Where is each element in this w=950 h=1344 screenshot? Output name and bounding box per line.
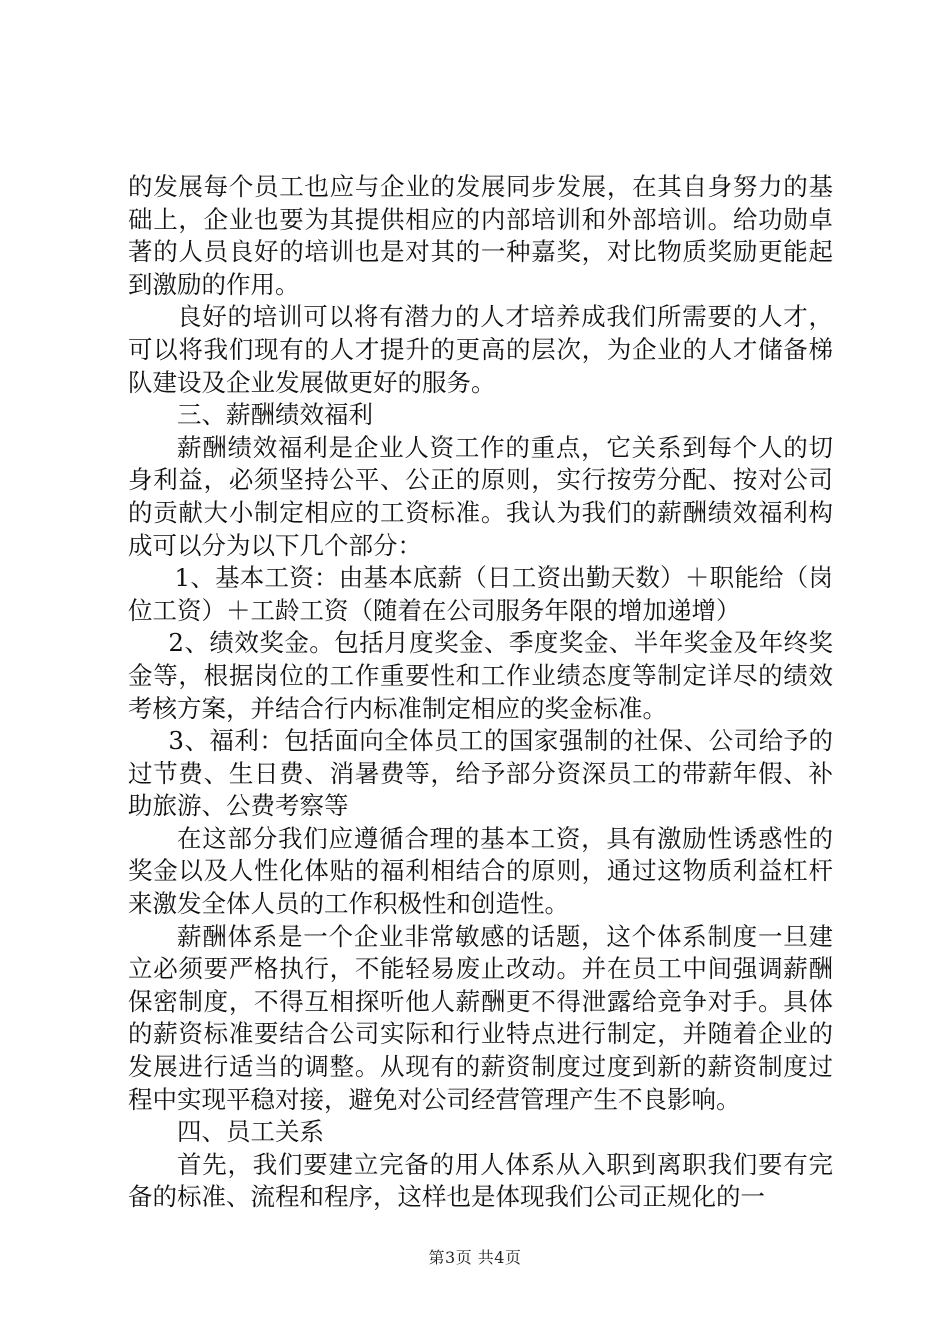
- paragraph-training-continued: 的发展每个员工也应与企业的发展同步发展，在其自身努力的基础上，企业也要为其提供相应的内部培训和外部培训。给功勋卓著的人员良好的培训也是对其的一种嘉奖，对比物质奖励更能起到激励的作用。: [128, 172, 833, 299]
- document-body: [128, 171, 833, 1214]
- list-item-welfare: 3、福利：包括面向全体员工的国家强制的社保、公司给予的过节费、生日费、消暑费等，给予部分资深员工的带薪年假、补助旅游、公费考察等: [128, 726, 833, 821]
- section-heading-compensation: 三、薪酬绩效福利: [177, 400, 373, 430]
- paragraph-training-benefits: 良好的培训可以将有潜力的人才培养成我们所需要的人才，可以将我们现有的人才提升的更高的层次，为企业的人才储备梯队建设及企业发展做更好的服务。: [128, 302, 833, 397]
- paragraph-salary-system: 薪酬体系是一个企业非常敏感的话题，这个体系制度一旦建立必须要严格执行，不能轻易废止改动。并在员工中间强调薪酬保密制度，不得互相探听他人薪酬更不得泄露给竞争对手。具体的薪资标准要结合公司实际和行业特点进行制定，并随着企业的发展进行适当的调整。从现有的薪资制度过度到新的薪资制度过程中实现平稳对接，避免对公司经营管理产生不良影响。: [128, 921, 833, 1114]
- paragraph-compensation-principle: 在这部分我们应遵循合理的基本工资，具有激励性诱惑性的奖金以及人性化体贴的福利相结合的原则，通过这物质利益杠杆来激发全体人员的工作积极性和创造性。: [128, 823, 833, 919]
- paragraph-compensation-intro: 薪酬绩效福利是企业人资工作的重点，它关系到每个人的切身利益，必须坚持公平、公正的原则，实行按劳分配、按对公司的贡献大小制定相应的工资标准。我认为我们的薪酬绩效福利构成可以分为以下几个部分：: [128, 432, 833, 560]
- paragraph-employment-system: 首先，我们要建立完备的用人体系从入职到离职我们要有完备的标准、流程和程序，这样也是体现我们公司正规化的一: [128, 1149, 833, 1212]
- section-heading-employee-relations: 四、员工关系: [177, 1117, 324, 1147]
- list-item-performance-bonus: 2、绩效奖金。包括月度奖金、季度奖金、半年奖金及年终奖金等，根据岗位的工作重要性和工作业绩态度等制定详尽的绩效考核方案，并结合行内标准制定相应的奖金标准。: [128, 628, 833, 723]
- list-item-base-salary: 1、基本工资：由基本底薪（日工资出勤天数）＋职能给（岗位工资）＋工龄工资（随着在公司服务年限的增加递增）: [128, 563, 833, 625]
- page-number-footer: 第3页 共4页: [428, 1248, 522, 1267]
